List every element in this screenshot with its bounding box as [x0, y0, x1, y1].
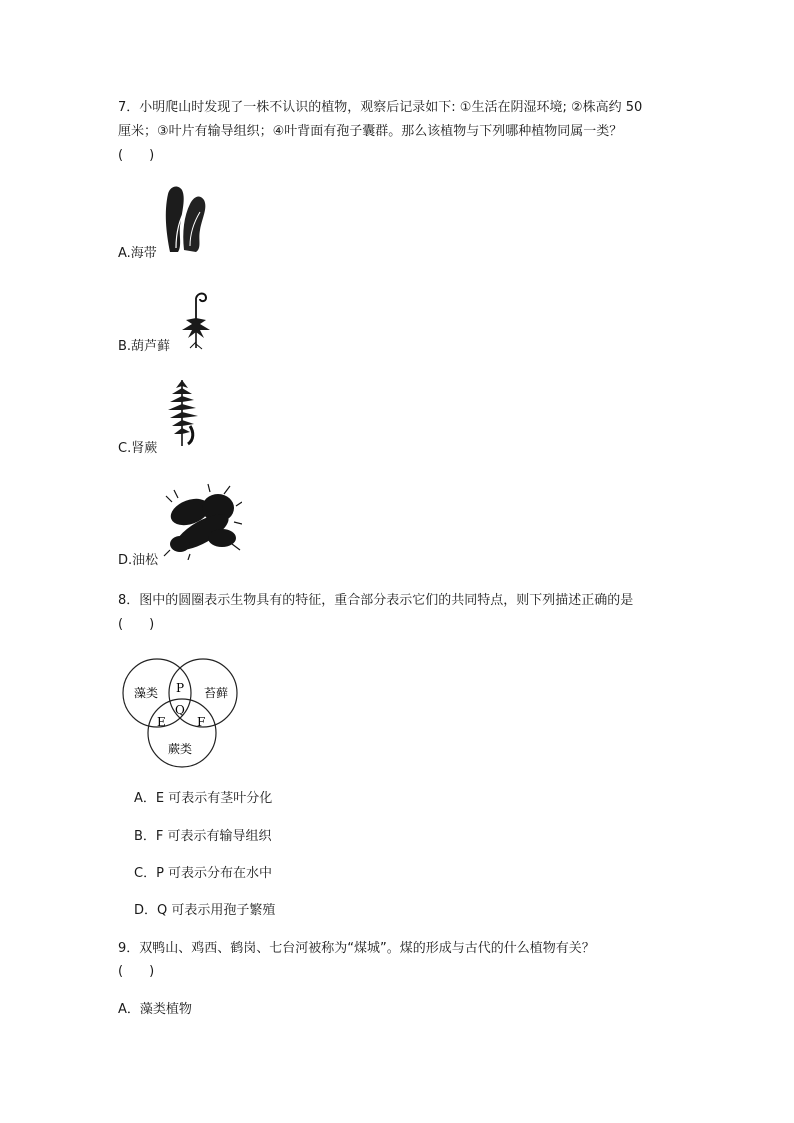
option-d-label: D.油松 [118, 553, 159, 568]
option-b-label: B.葫芦藓 [118, 339, 171, 354]
region-f: F [197, 715, 206, 729]
option-a-label: A.海带 [118, 246, 157, 261]
q8-answer-bracket: ( ) [118, 617, 155, 632]
q7-stem-line2: 厘米；③叶片有输导组织；④叶背面有孢子囊群。那么该植物与下列哪种植物同属一类？ [118, 124, 623, 139]
q8-option-b: B．F 可表示有输导组织 [134, 829, 272, 844]
pine-image [162, 478, 242, 560]
q9-stem-line1: 9．双鸭山、鸡西、鹤岗、七台河被称为“煤城”。煤的形成与古代的什么植物有关？ [118, 941, 595, 956]
label-algae: 藻类 [134, 686, 159, 700]
q7-answer-bracket: ( ) [118, 148, 155, 163]
q9-answer-bracket: ( ) [118, 964, 155, 979]
q9-option-a: A．藻类植物 [118, 1002, 192, 1017]
label-moss: 苔藓 [204, 686, 229, 700]
region-e: E [157, 715, 166, 729]
kelp-image [160, 182, 210, 254]
label-fern: 蕨类 [168, 742, 193, 756]
q8-option-d: D．Q 可表示用孢子繁殖 [134, 903, 276, 918]
option-c-label: C.肾蕨 [118, 441, 158, 456]
moss-image [178, 290, 214, 352]
region-p: P [176, 681, 185, 695]
q8-option-a: A．E 可表示有茎叶分化 [134, 791, 273, 806]
q8-option-c: C．P 可表示分布在水中 [134, 866, 273, 881]
region-q: Q [175, 703, 185, 717]
q7-stem-line1: 7．小明爬山时发现了一株不认识的植物，观察后记录如下: ①生活在阴湿环境; ②株高约 50 [118, 100, 643, 115]
fern-image [164, 374, 204, 448]
q8-stem-line1: 8．图中的圆圈表示生物具有的特征，重合部分表示它们的共同特点，则下列描述正确的是 [118, 593, 634, 608]
venn-diagram [118, 655, 248, 770]
